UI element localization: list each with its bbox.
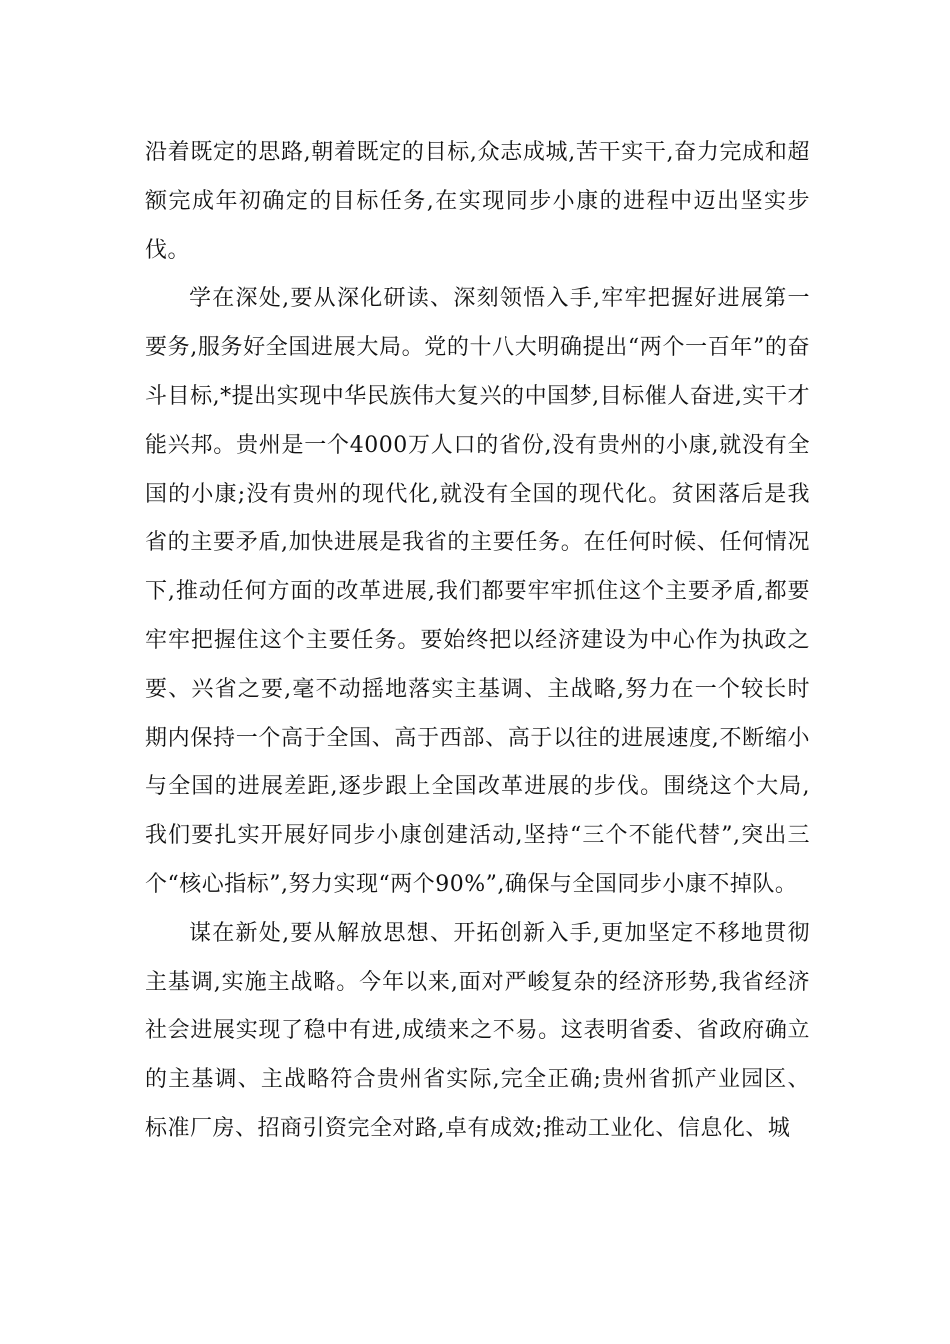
document-body xyxy=(145,129,810,1154)
paragraph-innovation: 谋在新处,要从解放思想、开拓创新入手,更加坚定不移地贯彻主基调,实施主战略。今年以来,面对严峻复杂的经济形势,我省经济社会进展实现了稳中有进,成绩来之不易。这表明省委、省政府确立的主基调、主战略符合贵州省实际,完全正确;贵州省抓产业园区、标准厂房、招商引资完全对路,卓有成效;推动工业化、信息化、城 xyxy=(145,920,810,1141)
paragraph-continuation: 沿着既定的思路,朝着既定的目标,众志成城,苦干实干,奋力完成和超额完成年初确定的目标任务,在实现同步小康的进程中迈出坚实步伐。 xyxy=(145,140,810,263)
paragraph-learning: 学在深处,要从深化研读、深刻领悟入手,牢牢把握好进展第一要务,服务好全国进展大局。党的十八大明确提出“两个一百年”的奋斗目标,*提出实现中华民族伟大复兴的中国梦,目标催人奋进,实干才能兴邦。贵州是一个4000万人口的省份,没有贵州的小康,就没有全国的小康;没有贵州的现代化,就没有全国的现代化。贫困落后是我省的主要矛盾,加快进展是我省的主要任务。在任何时候、任何情况下,推动任何方面的改革进展,我们都要牢牢抓住这个主要矛盾,都要牢牢把握住这个主要任务。要始终把以经济建设为中心作为执政之要、兴省之要,毫不动摇地落实主基调、主战略,努力在一个较长时期内保持一个高于全国、高于西部、高于以往的进展速度,不断缩小与全国的进展差距,逐步跟上全国改革进展的步伐。围绕这个大局,我们要扎实开展好同步小康创建活动,坚持“三个不能代替”,突出三个“核心指标”,努力实现“两个90%”,确保与全国同步小康不掉队。 xyxy=(145,286,810,897)
